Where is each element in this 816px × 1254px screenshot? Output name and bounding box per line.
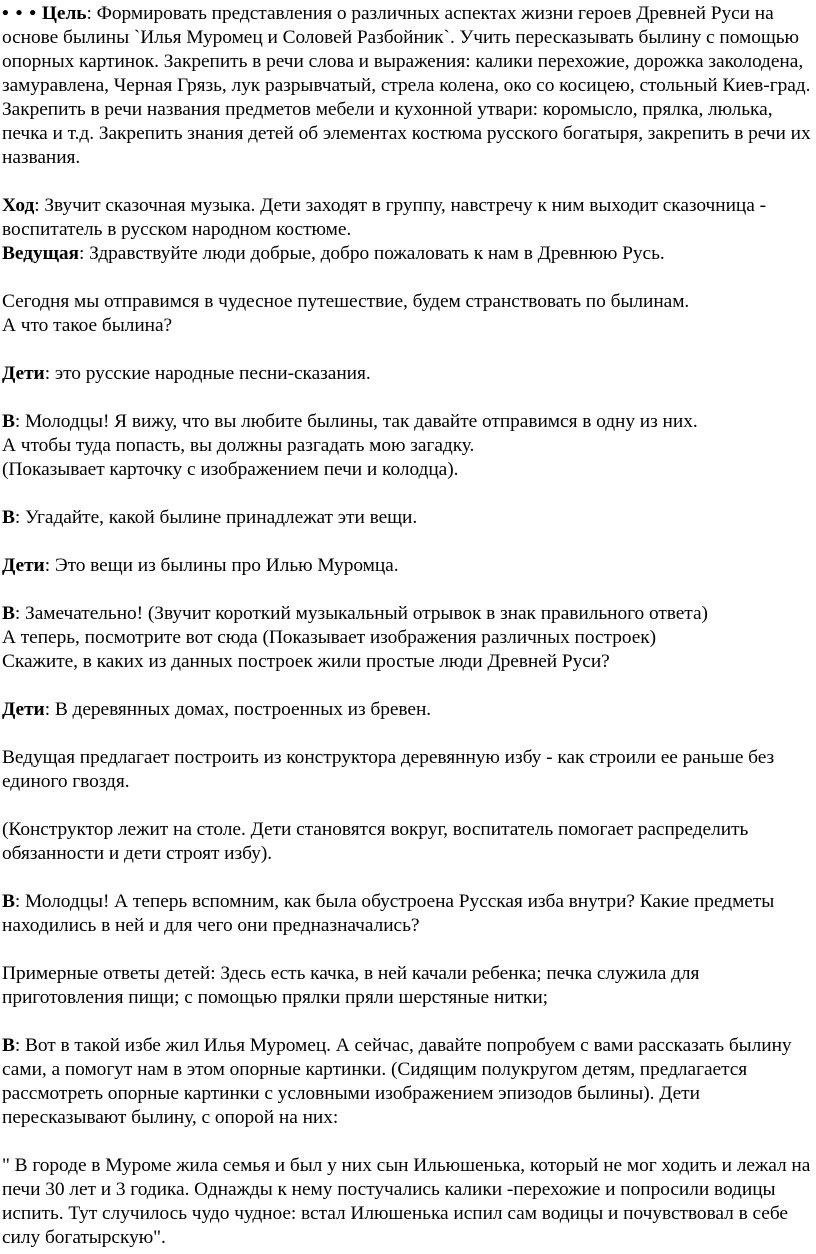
children-answer-3-text: : В деревянных домах, построенных из бревен. bbox=[44, 699, 432, 720]
host-buildings-line-1: : Замечательно! (Звучит короткий музыкальный отрывок в знак правильного ответа) bbox=[14, 603, 708, 624]
constructor-paragraph bbox=[2, 818, 816, 866]
host-hut-interior-text: : Молодцы! А теперь вспомним, как была обустроена Русская изба внутри? Какие предметы находились в ней и для чего они предназначались? bbox=[2, 891, 775, 936]
host-guess-paragraph bbox=[2, 506, 816, 530]
journey-line-2: А что такое былина? bbox=[2, 315, 173, 336]
host-hut-interior-paragraph bbox=[2, 890, 816, 938]
build-hut-paragraph bbox=[2, 746, 816, 794]
children-answer-2 bbox=[2, 554, 816, 578]
build-hut-text: Ведущая предлагает построить из конструктора деревянную избу - как строили ее раньше без единого гвоздя. bbox=[2, 747, 775, 792]
host-buildings-line-3: Скажите, в каких из данных построек жили простые люди Древней Руси? bbox=[2, 651, 610, 672]
goal-paragraph bbox=[2, 2, 816, 170]
progress-text: : Звучит сказочная музыка. Дети заходят в группу, навстречу к ним выходит сказочница - воспитатель в русском народном костюме. bbox=[2, 195, 766, 240]
progress-paragraph bbox=[2, 194, 816, 242]
host-short-label: В bbox=[2, 1035, 15, 1056]
children-label: Дети bbox=[2, 363, 45, 384]
children-answer-3 bbox=[2, 698, 816, 722]
host-riddle-paragraph bbox=[2, 410, 816, 482]
bylina-quote-paragraph bbox=[2, 1154, 816, 1250]
host-retell-text: : Вот в такой избе жил Илья Муромец. А сейчас, давайте попробуем с вами рассказать былину сами, а помогут нам в этом опорные картинки. (Сидящим полукругом детям, предлагается рассмотреть опорные картинки с условными изображением эпизодов былины). Дети пересказывают былину, с опорой на них: bbox=[2, 1035, 792, 1128]
host-label: Ведущая bbox=[2, 243, 79, 264]
host-retell-paragraph bbox=[2, 1034, 816, 1130]
goal-text: : Формировать представления о различных аспектах жизни героев Древней Руси на основе былины `Илья Муромец и Соловей Разбойник`. Учить пересказывать былину с помощью опорных картинок. Закрепить в речи слова и выражения: калики перехожие, дорожка заколодена, замуравлена, Черная Грязь, лук разрывчатый, стрела колена, око со косицею, стольный Киев-град. Закрепить в речи названия предметов мебели и кухонной утвари: коромысло, прялка, люлька, печка и т.д. Закрепить знания детей об элементах костюма русского богатыря, закрепить в речи их названия. bbox=[2, 3, 811, 168]
goal-label: Цель bbox=[41, 3, 87, 24]
children-answer-2-text: : Это вещи из былины про Илью Муромца. bbox=[44, 555, 399, 576]
sample-answers-paragraph bbox=[2, 962, 816, 1010]
children-answer-1-text: : это русские народные песни-сказания. bbox=[44, 363, 371, 384]
host-short-label: В bbox=[2, 507, 15, 528]
host-short-label: В bbox=[2, 411, 15, 432]
journey-paragraph bbox=[2, 290, 816, 338]
host-short-label: В bbox=[2, 891, 15, 912]
constructor-text: (Конструктор лежит на столе. Дети становятся вокруг, воспитатель помогает распределить обязанности и дети строят избу). bbox=[2, 819, 749, 864]
host-short-label: В bbox=[2, 603, 15, 624]
children-answer-1 bbox=[2, 362, 816, 386]
host-riddle-line-1: : Молодцы! Я вижу, что вы любите былины, так давайте отправимся в одну из них. bbox=[14, 411, 698, 432]
children-label: Дети bbox=[2, 699, 45, 720]
bullet-icons: • • • bbox=[2, 3, 38, 24]
host-greeting-paragraph bbox=[2, 242, 816, 266]
host-riddle-line-2: А чтобы туда попасть, вы должны разгадать мою загадку. bbox=[2, 435, 475, 456]
bylina-quote-text: " В городе в Муроме жила семья и был у них сын Ильюшенька, который не мог ходить и лежал на печи 30 лет и 3 годика. Однажды к нему постучались калики -перехожие и попросили водицы испить. Тут случилось чудо чудное: встал Илюшенька испил сам водицы и почувствовал в себе силу богатырскую". bbox=[2, 1155, 811, 1248]
host-guess-text: : Угадайте, какой былине принадлежат эти вещи. bbox=[14, 507, 418, 528]
host-buildings-paragraph bbox=[2, 602, 816, 674]
journey-line-1: Сегодня мы отправимся в чудесное путешествие, будем странствовать по былинам. bbox=[2, 291, 690, 312]
host-greeting-text: : Здравствуйте люди добрые, добро пожаловать к нам в Древнюю Русь. bbox=[79, 243, 665, 264]
host-buildings-line-2: А теперь, посмотрите вот сюда (Показывает изображения различных построек) bbox=[2, 627, 657, 648]
host-riddle-line-3: (Показывает карточку с изображением печи и колодца). bbox=[2, 459, 459, 480]
children-label: Дети bbox=[2, 555, 45, 576]
sample-answers-text: Примерные ответы детей: Здесь есть качка, в ней качали ребенка; печка служила для приготовления пищи; с помощью прялки пряли шерстяные нитки; bbox=[2, 963, 700, 1008]
progress-label: Ход bbox=[2, 195, 35, 216]
